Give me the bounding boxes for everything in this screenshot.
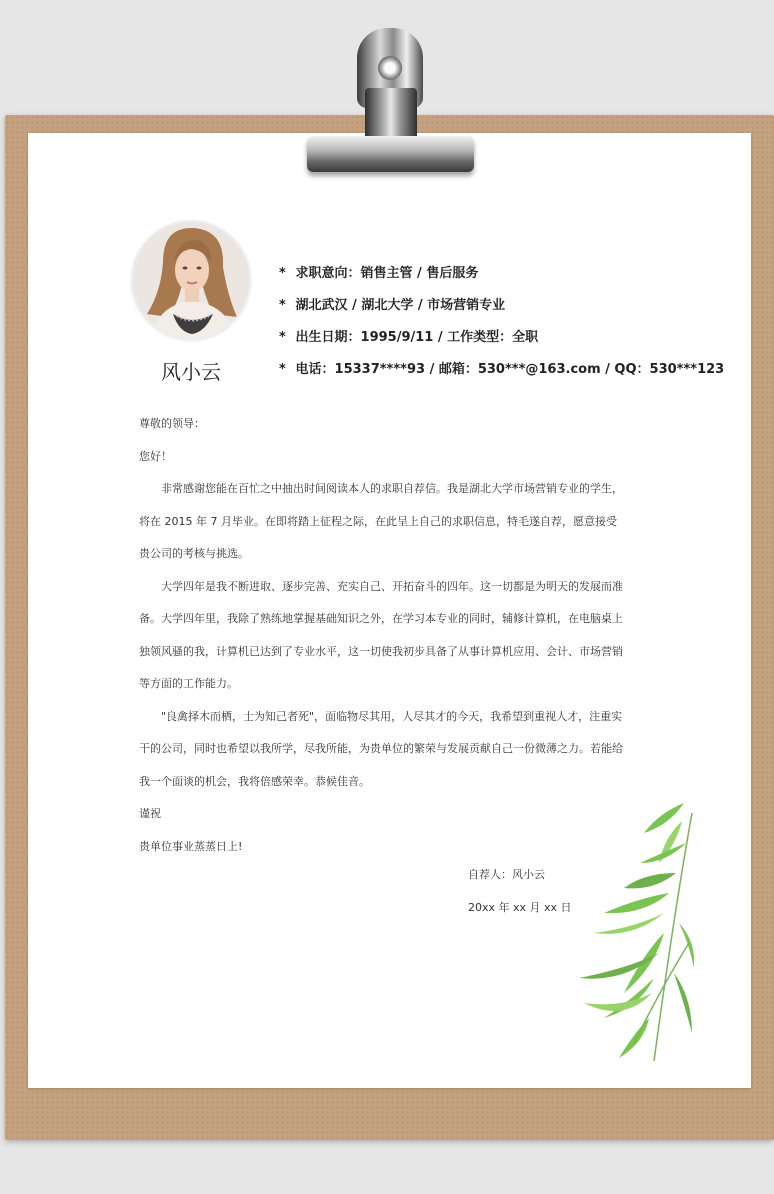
binder-clip-hole	[378, 56, 402, 80]
profile-info	[279, 264, 724, 392]
portrait-photo-icon	[133, 222, 249, 338]
bullet-star: *	[279, 298, 286, 313]
info-row-school	[279, 296, 724, 328]
binder-clip-body	[365, 88, 417, 140]
info-text: 求职意向：销售主管 / 售后服务	[295, 266, 479, 281]
bullet-star: *	[279, 362, 286, 377]
avatar	[133, 222, 249, 338]
bullet-star: *	[279, 330, 286, 345]
bamboo-leaves-icon	[564, 793, 694, 1063]
info-row-contact	[279, 360, 724, 392]
info-row-birth	[279, 328, 724, 360]
letter-hello: 您好！	[139, 449, 172, 463]
applicant-name: 风小云	[161, 360, 221, 384]
info-row-objective	[279, 264, 724, 296]
info-text: 电话：15337****93 / 邮箱：530***@163.com / QQ：530***123	[295, 362, 725, 377]
letter-paragraph: 非常感谢您能在百忙之中抽出时间阅读本人的求职自荐信。我是湖北大学市场营销专业的学生，将在 2015 年 7 月毕业。在即将踏上征程之际，在此呈上自己的求职信息，特毛遂自荐，愿意接受贵公司的考核与挑选。	[139, 482, 623, 560]
binder-clip-bar	[307, 136, 474, 172]
info-text: 湖北武汉 / 湖北大学 / 市场营销专业	[295, 298, 506, 313]
info-text: 出生日期：1995/9/11 / 工作类型：全职	[295, 330, 539, 345]
letter-closing: 谨祝	[139, 807, 161, 820]
letter-date: 20xx 年 xx 月 xx 日	[468, 901, 572, 914]
letter-wish: 贵单位事业蒸蒸日上!	[139, 839, 243, 853]
letter-signer: 自荐人：风小云	[468, 868, 545, 881]
bullet-star: *	[279, 266, 286, 281]
cover-letter	[139, 408, 627, 863]
letter-greeting: 尊敬的领导：	[139, 417, 205, 430]
letter-paragraph: "良禽择木而栖，士为知己者死"，面临物尽其用，人尽其才的今天，我希望到重视人才，注重实干的公司，同时也希望以我所学，尽我所能，为贵单位的繁荣与发展贡献自己一份微薄之力。若能给我一个面谈的机会，我将倍感荣幸。恭候佳音。	[139, 709, 623, 788]
letter-paragraph: 大学四年是我不断进取、逐步完善、充实自己、开拓奋斗的四年。这一切都是为明天的发展而准备。大学四年里，我除了熟练地掌握基础知识之外，在学习本专业的同时，辅修计算机，在电脑桌上独领风骚的我，计算机已达到了专业水平，这一切使我初步具备了从事计算机应用、会计、市场营销等方面的工作能力。	[139, 579, 623, 690]
